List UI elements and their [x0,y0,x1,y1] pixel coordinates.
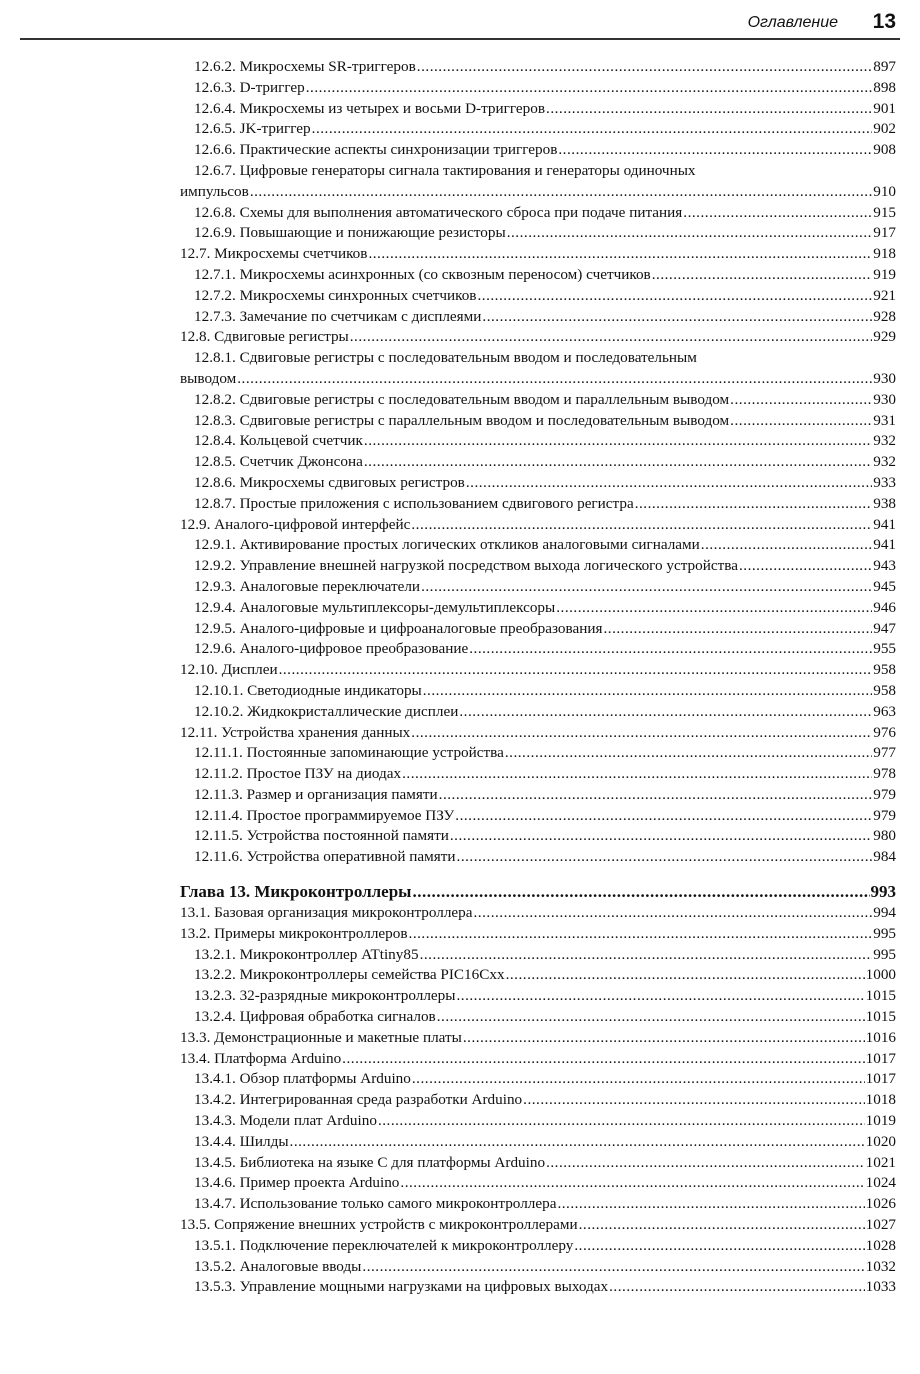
toc-entry-title: 12.8.4. Кольцевой счетчик [194,432,363,450]
toc-entry-page: 910 [873,182,896,200]
leader-dots [412,1069,865,1090]
leader-dots [730,390,872,411]
leader-dots [701,535,872,556]
toc-entry-page: 1033 [865,1278,896,1296]
toc-entry-page: 941 [873,536,896,554]
leader-dots [420,945,873,966]
leader-dots [250,182,872,203]
toc-entry-page: 984 [873,848,896,866]
toc-entry-page: 917 [873,224,896,242]
toc-entry-title: 13.5.2. Аналоговые вводы [194,1257,362,1275]
leader-dots [456,986,864,1007]
toc-entry-page: 995 [873,924,896,942]
leader-dots [474,903,873,924]
toc-entry[interactable] [180,1069,896,1090]
toc-entry-page: 1000 [865,966,896,984]
toc-entry-page: 1024 [865,1174,896,1192]
leader-dots [378,1111,865,1132]
toc-entry-title: 12.8.5. Счетчик Джонсона [194,453,363,471]
leader-dots [557,1194,864,1215]
running-header [20,0,900,40]
toc-entry[interactable] [180,903,896,924]
toc-entry-page: 1027 [865,1216,896,1234]
toc-entry-title: 13.2.4. Цифровая обработка сигналов [194,1008,436,1026]
toc-entry-title: 13.4.5. Библиотека на языке C для платформы Arduino [194,1153,546,1171]
leader-dots [411,515,872,536]
leader-dots [421,577,872,598]
toc-entry[interactable] [180,1007,896,1028]
leader-dots [505,743,872,764]
toc-entry-page: 947 [873,619,896,637]
toc-entry-title: 12.11.5. Устройства постоянной памяти [194,827,449,845]
toc-entry[interactable] [180,265,896,286]
toc-entry-page: 931 [873,411,896,429]
leader-dots [739,556,872,577]
toc-entry[interactable] [180,764,896,785]
toc-entry-title: 12.10.2. Жидкокристаллические дисплеи [194,702,459,720]
toc-entry-title: 12.11.6. Устройства оперативной памяти [194,848,456,866]
toc-entry-title: 12.6.6. Практические аспекты синхронизации триггеров [194,141,558,159]
toc-entry-title: 13.5.1. Подключение переключателей к микроконтроллеру [194,1236,574,1254]
toc-entry-title: 12.7.2. Микросхемы синхронных счетчиков [194,286,477,304]
toc-entry-title: 12.11. Устройства хранения данных [180,723,411,741]
toc-entry-title-continuation: выводом [180,369,237,387]
leader-dots [556,598,872,619]
toc-entry-title: 13.4.3. Модели плат Arduino [194,1112,377,1130]
leader-dots [412,881,869,903]
toc-entry-title: Глава 13. Микроконтроллеры [180,882,412,902]
toc-entry-page: 930 [873,369,896,387]
leader-dots [342,1049,864,1070]
leader-dots [603,619,872,640]
toc-entry[interactable] [180,1215,896,1236]
leader-dots [546,1153,865,1174]
toc-entry-title: 13.2.2. Микроконтроллеры семейства PIC16Cxx [194,966,505,984]
toc-entry-title: 12.8.1. Сдвиговые регистры с последовательным вводом и последовательным [194,349,697,367]
toc-entry-page: 1016 [865,1028,896,1046]
toc-entry-title: 12.10. Дисплеи [180,661,278,679]
toc-entry-page: 979 [873,806,896,824]
toc-entry-page: 1017 [865,1070,896,1088]
toc-entry-page: 1017 [865,1049,896,1067]
toc-entry[interactable] [180,681,896,702]
toc-entry[interactable] [180,639,896,660]
leader-dots [507,223,873,244]
toc-entry[interactable] [180,556,896,577]
toc-entry-line[interactable] [180,161,896,182]
toc-entry[interactable] [180,1236,896,1257]
toc-entry-page: 955 [873,640,896,658]
toc-entry[interactable] [180,660,896,681]
toc-entry[interactable] [180,1090,896,1111]
toc-entry-title: 13.1. Базовая организация микроконтроллера [180,904,473,922]
toc-entry[interactable] [180,785,896,806]
toc-entry-page: 963 [873,702,896,720]
leader-dots [409,924,873,945]
toc-entry-page: 901 [873,99,896,117]
leader-dots [558,140,872,161]
toc-entry[interactable] [180,1257,896,1278]
toc-entry[interactable] [180,1028,896,1049]
toc-entry-title: 13.4.6. Пример проекта Arduino [194,1174,400,1192]
toc-entry-page: 977 [873,744,896,762]
toc-entry[interactable] [180,286,896,307]
toc-entry-page: 915 [873,203,896,221]
toc-entry-page: 1015 [865,1008,896,1026]
toc-entry[interactable] [180,473,896,494]
toc-entry-title: 12.9.3. Аналоговые переключатели [194,577,421,595]
toc-entry[interactable] [180,1132,896,1153]
toc-entry-page: 938 [873,494,896,512]
toc-entry[interactable] [180,806,896,827]
leader-dots [364,431,872,452]
leader-dots [469,639,872,660]
toc-entry[interactable] [180,99,896,120]
header-page-number: 13 [872,10,896,33]
toc-entry[interactable] [180,1049,896,1070]
toc-entry-page: 921 [873,286,896,304]
toc-entry-page: 958 [873,661,896,679]
leader-dots [362,1257,864,1278]
leader-dots [400,1173,864,1194]
toc-entry[interactable] [180,411,896,432]
leader-dots [730,411,872,432]
toc-entry-title: 12.9.1. Активирование простых логических откликов аналоговыми сигналами [194,536,700,554]
toc-entry-page: 994 [873,904,896,922]
toc-entry-title: 12.11.3. Размер и организация памяти [194,785,438,803]
toc-entry-title: 12.8. Сдвиговые регистры [180,328,349,346]
toc-entry[interactable] [180,203,896,224]
toc-entry-page: 918 [873,245,896,263]
toc-entry-page: 928 [873,307,896,325]
toc-entry-page: 897 [873,58,896,75]
toc-entry-page: 933 [873,473,896,491]
leader-dots [459,702,872,723]
toc-entry[interactable] [180,494,896,515]
leader-dots [423,681,872,702]
toc-entry-page: 932 [873,432,896,450]
leader-dots [457,847,873,868]
toc-entry-page: 980 [873,827,896,845]
leader-dots [635,494,873,515]
toc-entry-page: 1020 [865,1132,896,1150]
toc-entry-title: 12.9.5. Аналого-цифровые и цифроаналоговые преобразования [194,619,603,637]
toc-entry-continuation[interactable] [180,369,896,390]
toc-entry-page: 941 [873,515,896,533]
toc-entry-title: 13.3. Демонстрационные и макетные платы [180,1028,462,1046]
toc-entry-page: 1026 [865,1195,896,1213]
toc-entry-page: 1028 [865,1236,896,1254]
toc-entry-page: 1021 [865,1153,896,1171]
leader-dots [482,307,872,328]
toc-entry-title: 12.7.1. Микросхемы асинхронных (со сквозным переносом) счетчиков [194,265,651,283]
toc-entry[interactable] [180,515,896,536]
toc-entry-title: 13.4.4. Шилды [194,1132,289,1150]
toc-entry[interactable] [180,924,896,945]
leader-dots [450,826,872,847]
leader-dots [463,1028,865,1049]
header-section-title: Оглавление [747,14,838,31]
toc-entry-title: 12.9.2. Управление внешней нагрузкой посредством выхода логического устройства [194,557,738,575]
toc-entry[interactable] [180,244,896,265]
toc-entry-page: 995 [873,945,896,963]
toc-entry-title: 12.11.2. Простое ПЗУ на диодах [194,765,402,783]
toc-entry-page: 1019 [865,1112,896,1130]
toc-entry-title: 12.8.3. Сдвиговые регистры с параллельным вводом и последовательным выводом [194,411,730,429]
leader-dots [477,286,872,307]
toc-entry-page: 978 [873,765,896,783]
leader-dots [609,1277,865,1298]
toc-entry[interactable] [180,119,896,140]
toc-entry-page: 945 [873,577,896,595]
toc-entry[interactable] [180,535,896,556]
leader-dots [417,57,872,78]
toc-entry[interactable] [180,223,896,244]
leader-dots [402,764,872,785]
toc-entry-page: 930 [873,390,896,408]
toc-entry[interactable] [180,743,896,764]
toc-entry-title: 12.6.5. JK-триггер [194,120,311,138]
leader-dots [466,473,872,494]
toc-entry[interactable] [180,702,896,723]
table-of-contents [180,57,896,1298]
toc-entry[interactable] [180,1153,896,1174]
toc-entry[interactable] [180,390,896,411]
toc-entry[interactable] [180,965,896,986]
toc-entry-title: 12.9. Аналого-цифровой интерфейс [180,515,411,533]
leader-dots [279,660,873,681]
toc-entry-page: 919 [873,265,896,283]
toc-entry[interactable] [180,577,896,598]
toc-entry-title: 12.8.6. Микросхемы сдвиговых регистров [194,473,465,491]
toc-entry-title: 12.11.4. Простое программируемое ПЗУ [194,806,455,824]
toc-entry-title: 13.4.2. Интегрированная среда разработки Arduino [194,1091,523,1109]
leader-dots [455,806,872,827]
toc-entry-title: 12.9.6. Аналого-цифровое преобразование [194,640,469,658]
leader-dots [546,99,872,120]
toc-entry[interactable] [180,847,896,868]
toc-entry-title: 13.4.1. Обзор платформы Arduino [194,1070,411,1088]
toc-entry-line[interactable] [180,348,896,369]
toc-entry[interactable] [180,431,896,452]
toc-entry-page: 902 [873,120,896,138]
leader-dots [364,452,872,473]
toc-entry-title: 12.10.1. Светодиодные индикаторы [194,681,422,699]
toc-entry-title: 13.2.1. Микроконтроллер ATtiny85 [194,945,419,963]
leader-dots [350,327,872,348]
toc-entry-page: 979 [873,785,896,803]
toc-entry-page: 932 [873,453,896,471]
toc-entry-title: 12.6.9. Повышающие и понижающие резисторы [194,224,506,242]
toc-entry[interactable] [180,945,896,966]
toc-entry[interactable] [180,140,896,161]
toc-entry[interactable] [180,1194,896,1215]
leader-dots [290,1132,865,1153]
toc-entry[interactable] [180,57,896,78]
toc-entry[interactable] [180,78,896,99]
toc-entry[interactable] [180,1111,896,1132]
leader-dots [411,723,872,744]
leader-dots [652,265,872,286]
toc-entry[interactable] [180,619,896,640]
leader-dots [683,203,872,224]
toc-entry-page: 908 [873,141,896,159]
toc-entry-title: 12.7.3. Замечание по счетчикам с дисплеями [194,307,482,325]
toc-entry-title: 12.8.7. Простые приложения с использованием сдвигового регистра [194,494,634,512]
toc-entry[interactable] [180,1173,896,1194]
toc-entry-page: 898 [873,78,896,96]
toc-entry[interactable] [180,986,896,1007]
toc-entry-page: 946 [873,598,896,616]
toc-entry-page: 976 [873,723,896,741]
leader-dots [439,785,873,806]
leader-dots [237,369,872,390]
toc-entry-title: 13.4. Платформа Arduino [180,1049,342,1067]
toc-entry-page: 993 [870,882,896,902]
toc-entry-title: 13.5. Сопряжение внешних устройств с микроконтроллерами [180,1216,578,1234]
toc-entry[interactable] [180,826,896,847]
leader-dots [368,244,872,265]
toc-entry-title-continuation: импульсов [180,182,249,200]
toc-entry-title: 13.2. Примеры микроконтроллеров [180,924,408,942]
toc-entry[interactable] [180,452,896,473]
toc-entry-title: 12.9.4. Аналоговые мультиплексоры-демультиплексоры [194,598,556,616]
toc-entry-title: 12.7. Микросхемы счетчиков [180,245,368,263]
toc-entry-title: 12.8.2. Сдвиговые регистры с последовательным вводом и параллельным выводом [194,390,730,408]
toc-entry-title: 12.6.8. Схемы для выполнения автоматического сброса при подаче питания [194,203,683,221]
toc-entry-title: 12.6.3. D-триггер [194,78,305,96]
toc-entry-page: 943 [873,557,896,575]
toc-entry[interactable] [180,307,896,328]
toc-entry[interactable] [180,327,896,348]
toc-entry-title: 12.6.2. Микросхемы SR-триггеров [194,58,416,75]
leader-dots [437,1007,865,1028]
toc-entry[interactable] [180,723,896,744]
toc-entry-title: 13.4.7. Использование только самого микроконтроллера [194,1195,557,1213]
toc-entry-page: 1015 [865,987,896,1005]
toc-entry-continuation[interactable] [180,182,896,203]
toc-entry-title: 12.11.1. Постоянные запоминающие устройства [194,744,504,762]
leader-dots [523,1090,864,1111]
toc-entry-title: 12.6.7. Цифровые генераторы сигнала тактирования и генераторы одиночных [194,161,696,179]
toc-entry-page: 1032 [865,1257,896,1275]
leader-dots [574,1236,864,1257]
leader-dots [312,119,873,140]
toc-chapter-entry[interactable] [180,881,896,903]
leader-dots [306,78,872,99]
toc-entry-page: 958 [873,681,896,699]
leader-dots [506,965,865,986]
toc-entry-title: 12.6.4. Микросхемы из четырех и восьми D-триггеров [194,99,546,117]
toc-entry-page: 929 [873,328,896,346]
toc-entry-title: 13.5.3. Управление мощными нагрузками на цифровых выходах [194,1278,609,1296]
toc-entry[interactable] [180,1277,896,1298]
leader-dots [579,1215,865,1236]
toc-entry-title: 13.2.3. 32-разрядные микроконтроллеры [194,987,456,1005]
toc-entry-page: 1018 [865,1091,896,1109]
toc-entry[interactable] [180,598,896,619]
